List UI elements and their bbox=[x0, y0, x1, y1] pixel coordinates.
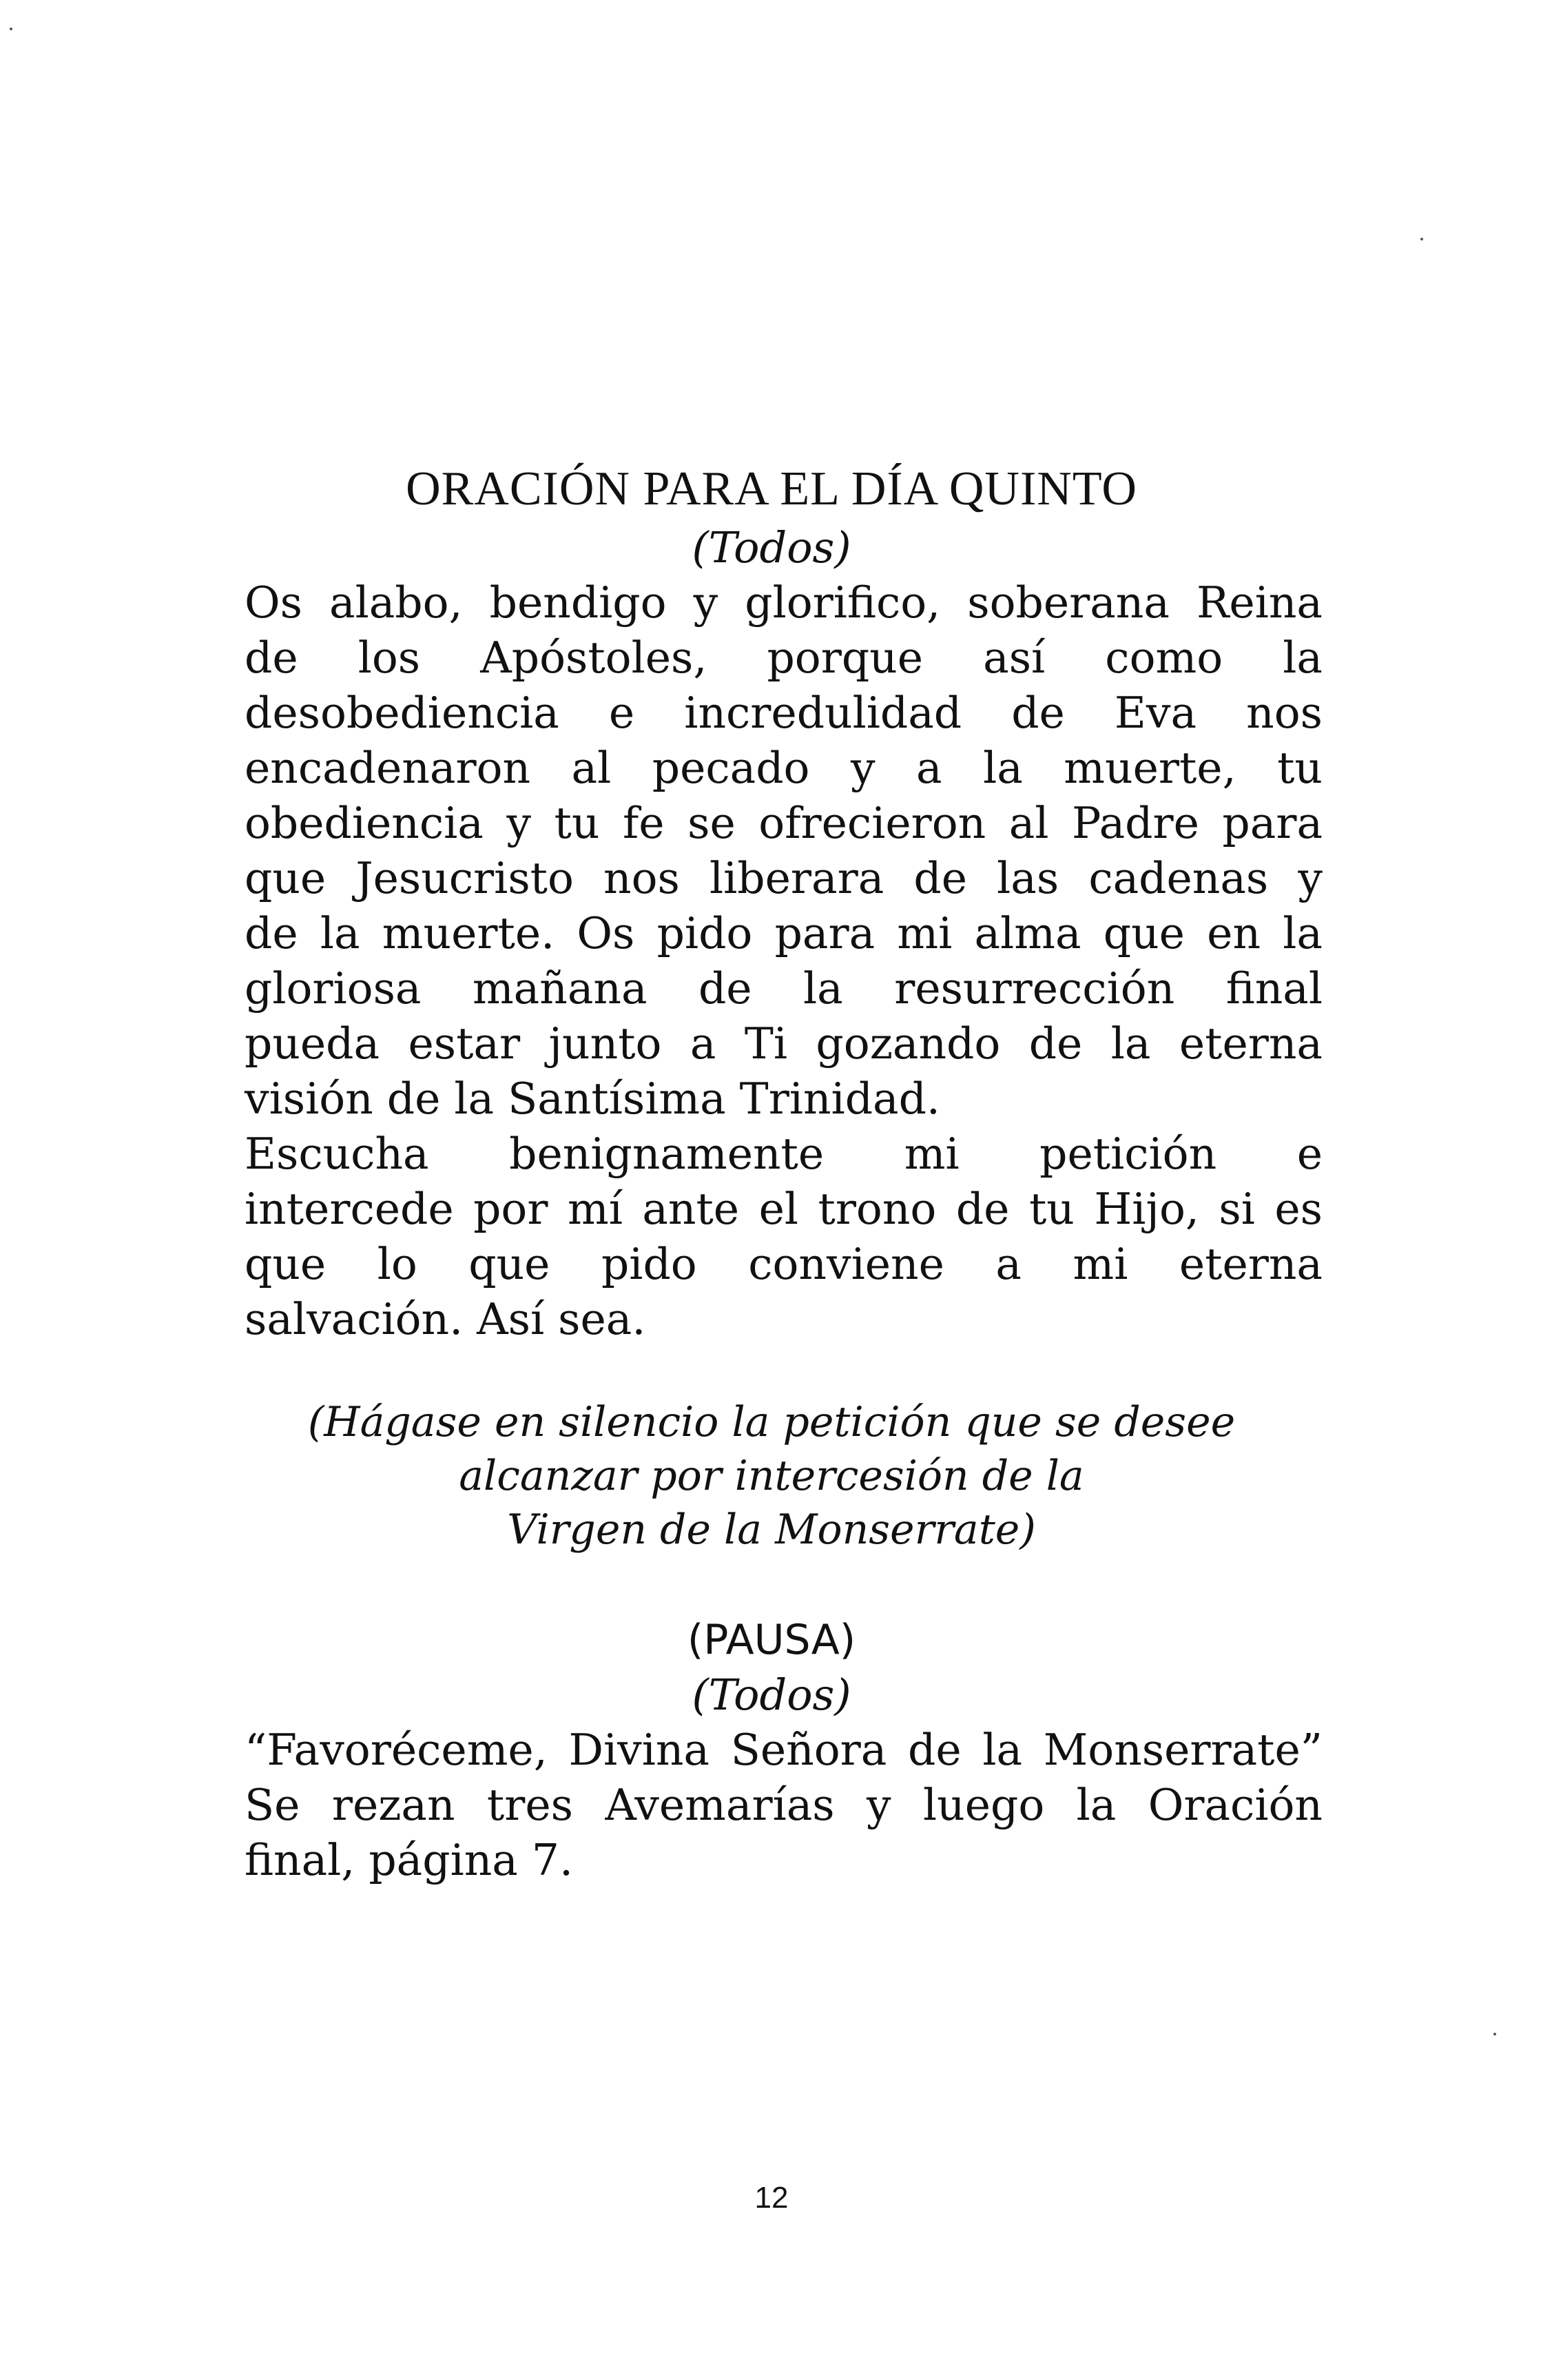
text-line: gloriosa mañana de la resurrección final bbox=[245, 963, 1323, 1014]
pause-label: (PAUSA) bbox=[687, 1616, 856, 1664]
prayer-title: ORACIÓN PARA EL DÍA QUINTO bbox=[406, 462, 1137, 515]
closing-paragraph bbox=[245, 1723, 1323, 1888]
text-line: Se rezan tres Avemarías y luego la Oración bbox=[245, 1780, 1323, 1830]
text-line: de los Apóstoles, porque así como la bbox=[245, 633, 1323, 683]
prayer-paragraph bbox=[245, 575, 1323, 1127]
note-line: Virgen de la Monserrate) bbox=[507, 1506, 1036, 1554]
text-line: intercede por mí ante el trono de tu Hijo, si es bbox=[245, 1184, 1323, 1234]
page-number: 12 bbox=[754, 2181, 789, 2215]
text-line: que lo que pido conviene a mi eterna bbox=[245, 1239, 1323, 1289]
text-line: que Jesucristo nos liberara de las cadenas y bbox=[245, 853, 1323, 903]
petition-paragraph bbox=[245, 1127, 1323, 1347]
scan-speck bbox=[1493, 2033, 1496, 2035]
note-line: alcanzar por intercesión de la bbox=[459, 1452, 1084, 1500]
text-line: pueda estar junto a Ti gozando de la eterna bbox=[245, 1018, 1323, 1069]
silent-petition-note bbox=[0, 1395, 1543, 1557]
scan-speck bbox=[1420, 238, 1423, 240]
note-line: (Hágase en silencio la petición que se desee bbox=[307, 1398, 1236, 1446]
rubric-all: (Todos) bbox=[692, 522, 851, 573]
text-line: final, página 7. bbox=[245, 1835, 573, 1885]
text-line: encadenaron al pecado y a la muerte, tu bbox=[245, 743, 1323, 793]
text-line: desobediencia e incredulidad de Eva nos bbox=[245, 688, 1323, 738]
text-line: Os alabo, bendigo y glorifico, soberana Reina bbox=[245, 577, 1323, 628]
text-line: de la muerte. Os pido para mi alma que en la bbox=[245, 908, 1323, 958]
text-line: visión de la Santísima Trinidad. bbox=[245, 1074, 940, 1124]
text-line: obediencia y tu fe se ofrecieron al Padre para bbox=[245, 798, 1323, 848]
scan-speck bbox=[10, 28, 12, 30]
text-line: Escucha benignamente mi petición e bbox=[245, 1129, 1323, 1179]
text-line: “Favoréceme, Divina Señora de la Monserrate” bbox=[245, 1725, 1323, 1775]
text-line: salvación. Así sea. bbox=[245, 1294, 646, 1344]
rubric-all: (Todos) bbox=[692, 1670, 851, 1720]
